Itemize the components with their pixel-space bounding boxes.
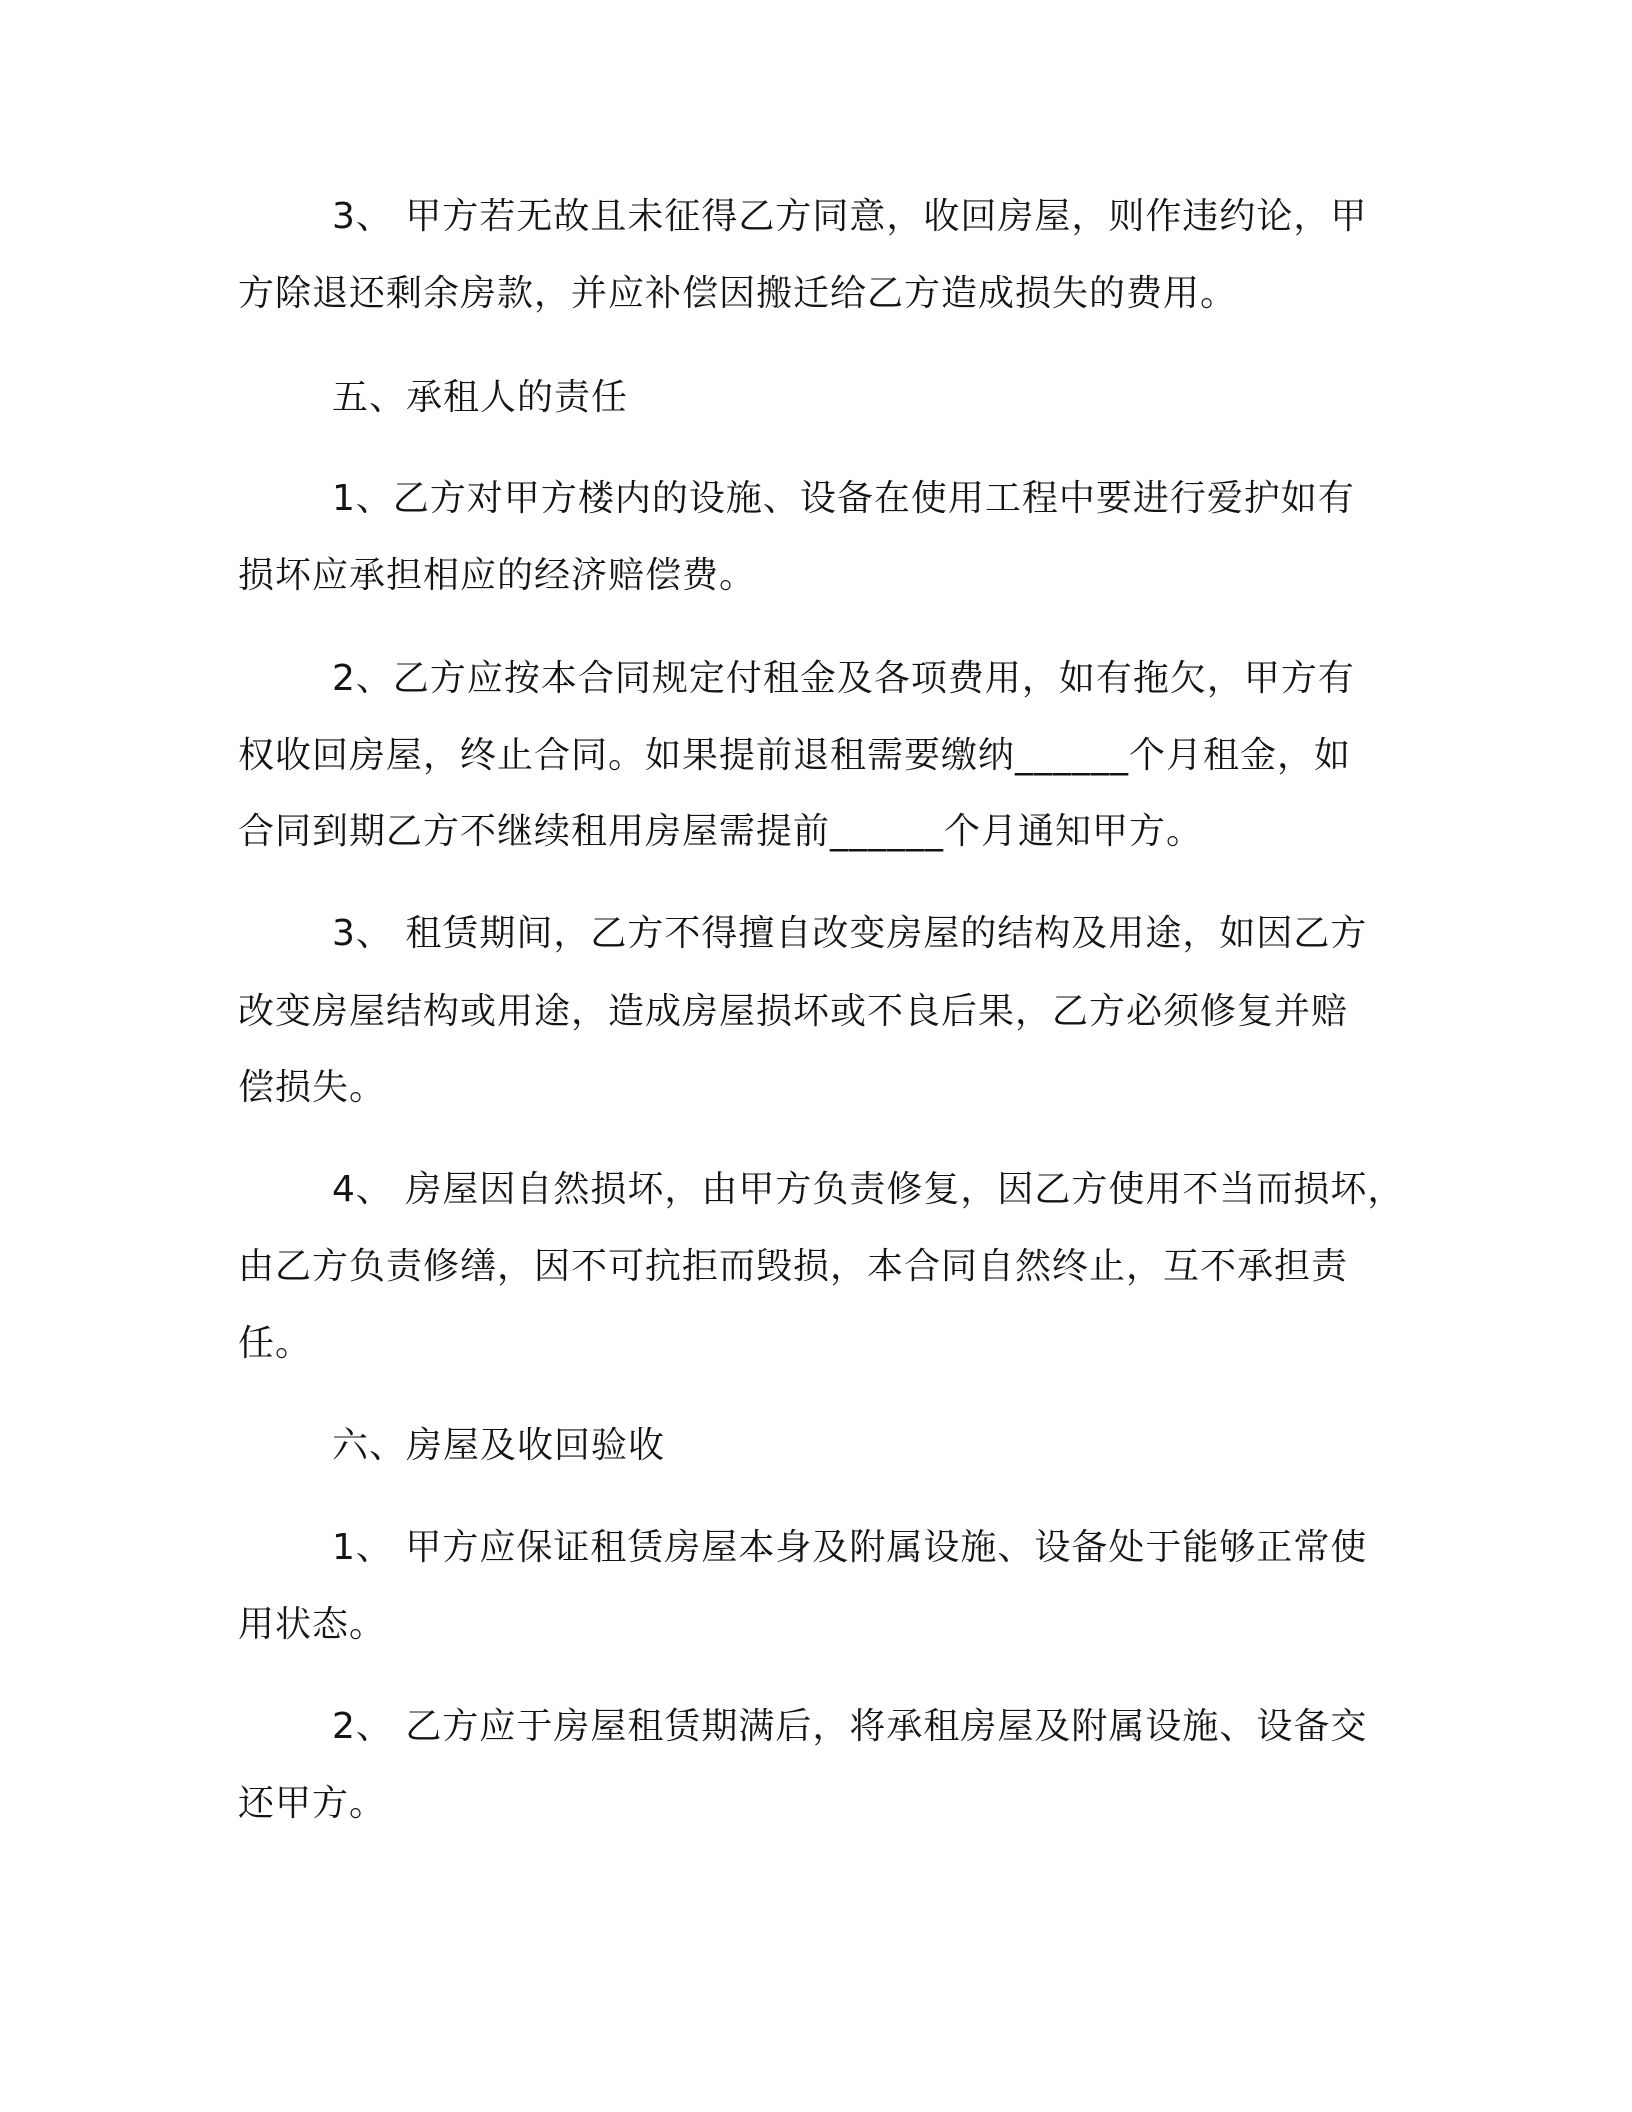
- clause-5-4-line-1: 4、 房屋因自然损坏，由甲方负责修复，因乙方使用不当而损坏，: [332, 1169, 1405, 1210]
- clause-6-1-line-1: 1、 甲方应保证租赁房屋本身及附属设施、设备处于能够正常使: [332, 1527, 1368, 1568]
- clause-4-3-line-1: 3、 甲方若无故且未征得乙方同意，收回房屋，则作违约论，甲: [332, 196, 1368, 237]
- clause-6-1-line-2: 用状态。: [238, 1604, 387, 1645]
- clause-5-4-line-3: 任。: [238, 1323, 313, 1364]
- clause-4-3-line-2: 方除退还剩余房款，并应补偿因搬迁给乙方造成损失的费用。: [238, 273, 1238, 314]
- clause-5-3-line-1: 3、 租赁期间，乙方不得擅自改变房屋的结构及用途，如因乙方: [332, 913, 1368, 954]
- clause-5-2-line-1: 2、乙方应按本合同规定付租金及各项费用，如有拖欠，甲方有: [332, 658, 1355, 699]
- clause-5-4-line-2: 由乙方负责修缮，因不可抗拒而毁损，本合同自然终止，互不承担责: [238, 1246, 1349, 1287]
- clause-5-1-line-1: 1、乙方对甲方楼内的设施、设备在使用工程中要进行爱护如有: [332, 478, 1355, 519]
- clause-5-3-line-2: 改变房屋结构或用途，造成房屋损坏或不良后果，乙方必须修复并赔: [238, 991, 1349, 1032]
- clause-6-2-line-2: 还甲方。: [238, 1783, 387, 1824]
- clause-5-2-line-3: 合同到期乙方不继续租用房屋需提前______个月通知甲方。: [238, 811, 1204, 852]
- section-6-heading: 六、房屋及收回验收: [332, 1425, 666, 1466]
- clause-5-1-line-2: 损坏应承担相应的经济赔偿费。: [238, 555, 757, 596]
- section-5-heading: 五、承租人的责任: [332, 377, 629, 418]
- clause-5-3-line-3: 偿损失。: [238, 1067, 387, 1108]
- clause-5-2-line-2: 权收回房屋，终止合同。如果提前退租需要缴纳______个月租金，如: [238, 735, 1352, 776]
- clause-6-2-line-1: 2、 乙方应于房屋租赁期满后，将承租房屋及附属设施、设备交: [332, 1706, 1368, 1747]
